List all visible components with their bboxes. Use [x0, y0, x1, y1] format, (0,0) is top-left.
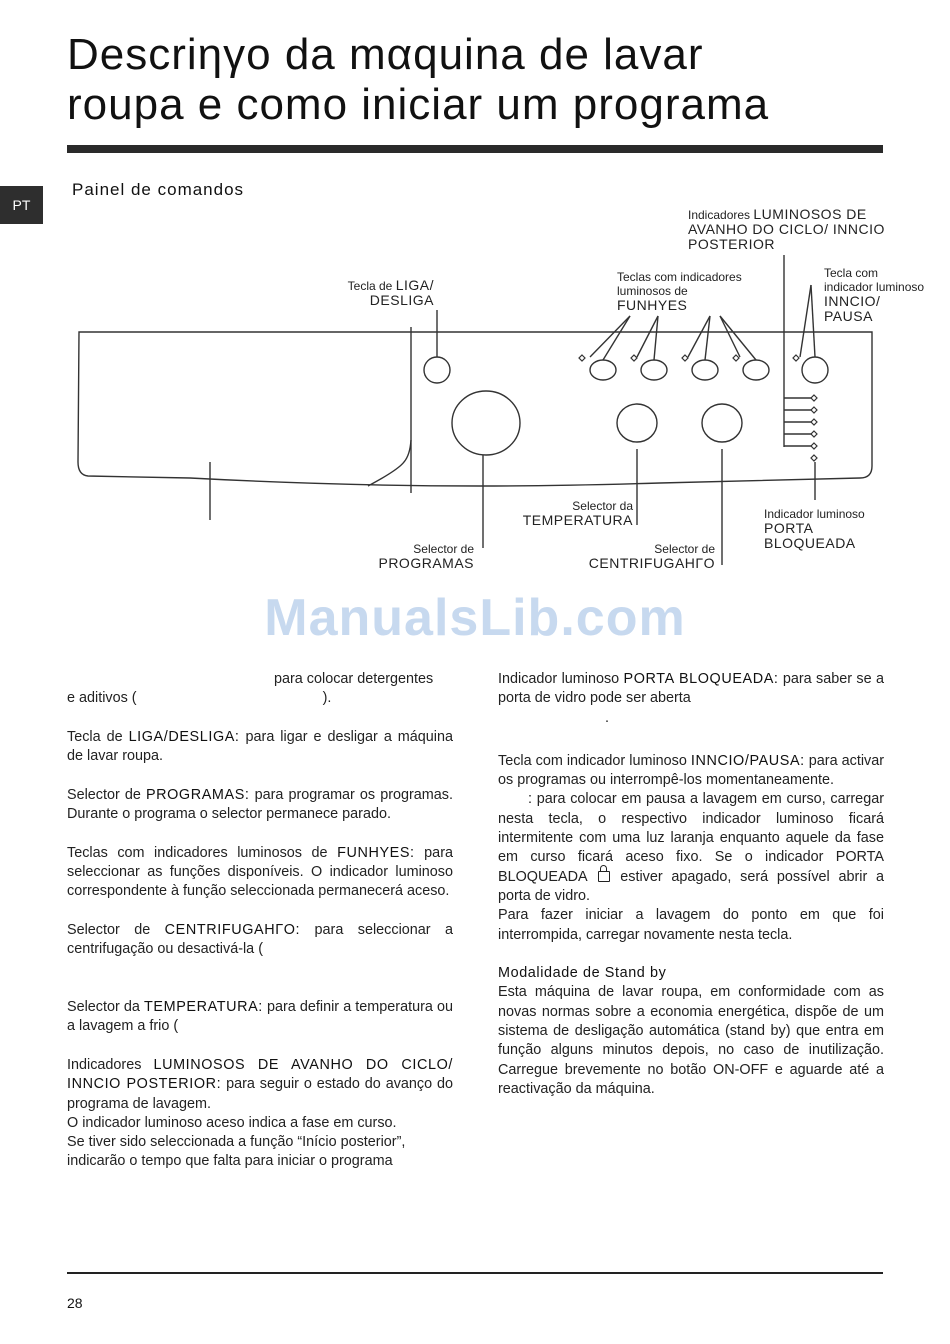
right-column [498, 670, 884, 1119]
standby-title: Modalidade de Stand by [498, 965, 667, 982]
callout-programs: Selector de PROGRAMAS [378, 542, 474, 571]
power-paragraph: Tecla de LIGA/DESLIGA: para ligar e desligar a máquina de lavar roupa. [67, 728, 453, 765]
left-column [67, 670, 453, 1172]
progress-paragraph-line-2: O indicador luminoso aceso indica a fase em curso. [67, 1114, 397, 1131]
indicator-leds [579, 355, 817, 461]
progress-paragraph-line-3: Se tiver sido seleccionada a função “Início posterior”, indicarão o tempo que falta para iniciar o programa [67, 1134, 406, 1170]
start-pause-paragraph: Tecla com indicador luminoso INNCIO/PAUSA: para activar os programas ou interrompê-los momentaneamente. [498, 752, 885, 789]
callout-temperature: Selector da TEMPERATURA [522, 499, 633, 528]
language-tab: PT [0, 186, 43, 224]
callout-functions: Teclas com indicadores luminosos de FUNHYES [617, 270, 742, 313]
drawer-edge [368, 440, 411, 486]
progress-paragraph: Indicadores LUMINOSOS DE AVANHO DO CICLO/ INNCIO POSTERIOR: para seguir o estado do avanço do programa de lavagem. [67, 1056, 453, 1112]
power-button [424, 357, 450, 383]
program-knob [452, 391, 520, 455]
pause-paragraph: : para colocar em pausa a lavagem em curso, carregar nesta tecla, o respectivo indicador luminoso ficará intermitente com uma luz laranja enquanto aquele da fase em curso ficará aceso fixo. Se o indicador PORTA BLOQUEADA estiver apagado, será possível abrir a porta de vidro. [498, 791, 884, 904]
page-title-line-1: Descriηγo da mαquina de lavar [67, 30, 704, 79]
start-pause-button [802, 357, 828, 383]
function-button-1 [590, 360, 616, 380]
door-lock-paragraph: Indicador luminoso PORTA BLOQUEADA: para saber se a porta de vidro pode ser aberta . [498, 671, 884, 726]
programs-paragraph: Selector de PROGRAMAS: para programar os programas. Durante o programa o selector permanece parado. [67, 786, 453, 823]
resume-paragraph: Para fazer iniciar a lavagem do ponto em que foi interrompida, carregar novamente nesta tecla. [498, 907, 884, 943]
section-title: Painel de comandos [72, 180, 245, 199]
spin-paragraph: Selector de CENTRIFUGAHΓO: para seleccionar a centrifugação ou desactivá-la ( [67, 921, 454, 958]
function-button-3 [692, 360, 718, 380]
standby-paragraph: Esta máquina de lavar roupa, em conformidade com as novas normas sobre a economia energética, dispõe de um sistema de desligação automática (stand by) que entra em função alguns minutos depois, no caso de inutilização. Carregue brevemente no botão ON-OFF e aguarde até a reactivação da máquina. [498, 984, 884, 1097]
temperature-knob [617, 404, 657, 442]
callout-door-lock: Indicador luminoso PORTA BLOQUEADA [764, 507, 865, 551]
detergent-drawer-paragraph: para colocar detergentes e aditivos ( ). [67, 671, 434, 707]
page-title-line-2: roupa e como iniciar um programa [67, 80, 770, 129]
callout-spin: Selector de CENTRIFUGAHΓO [588, 542, 715, 571]
watermark: ManualsLib.com [264, 589, 686, 647]
bottom-rule [67, 1272, 883, 1274]
panel-outline [78, 332, 872, 486]
function-button-4 [743, 360, 769, 380]
function-button-2 [641, 360, 667, 380]
temperature-paragraph: Selector da TEMPERATURA: para definir a temperatura ou a lavagem a frio ( [67, 999, 454, 1035]
lock-icon [598, 871, 610, 882]
callout-power: Tecla de LIGA/ DESLIGA [347, 277, 434, 308]
page-number: 28 [67, 1295, 83, 1311]
functions-paragraph: Teclas com indicadores luminosos de FUNHYES: para seleccionar as funções disponíveis. O indicador luminoso correspondente à função seleccionada permanecerá aceso. [67, 844, 453, 900]
callout-progress: Indicadores LUMINOSOS DE AVANHO DO CICLO/ INNCIO POSTERIOR [688, 206, 885, 252]
callout-start-pause: Tecla com indicador luminoso INNCIO/ PAUSA [824, 266, 925, 324]
spin-knob [702, 404, 742, 442]
